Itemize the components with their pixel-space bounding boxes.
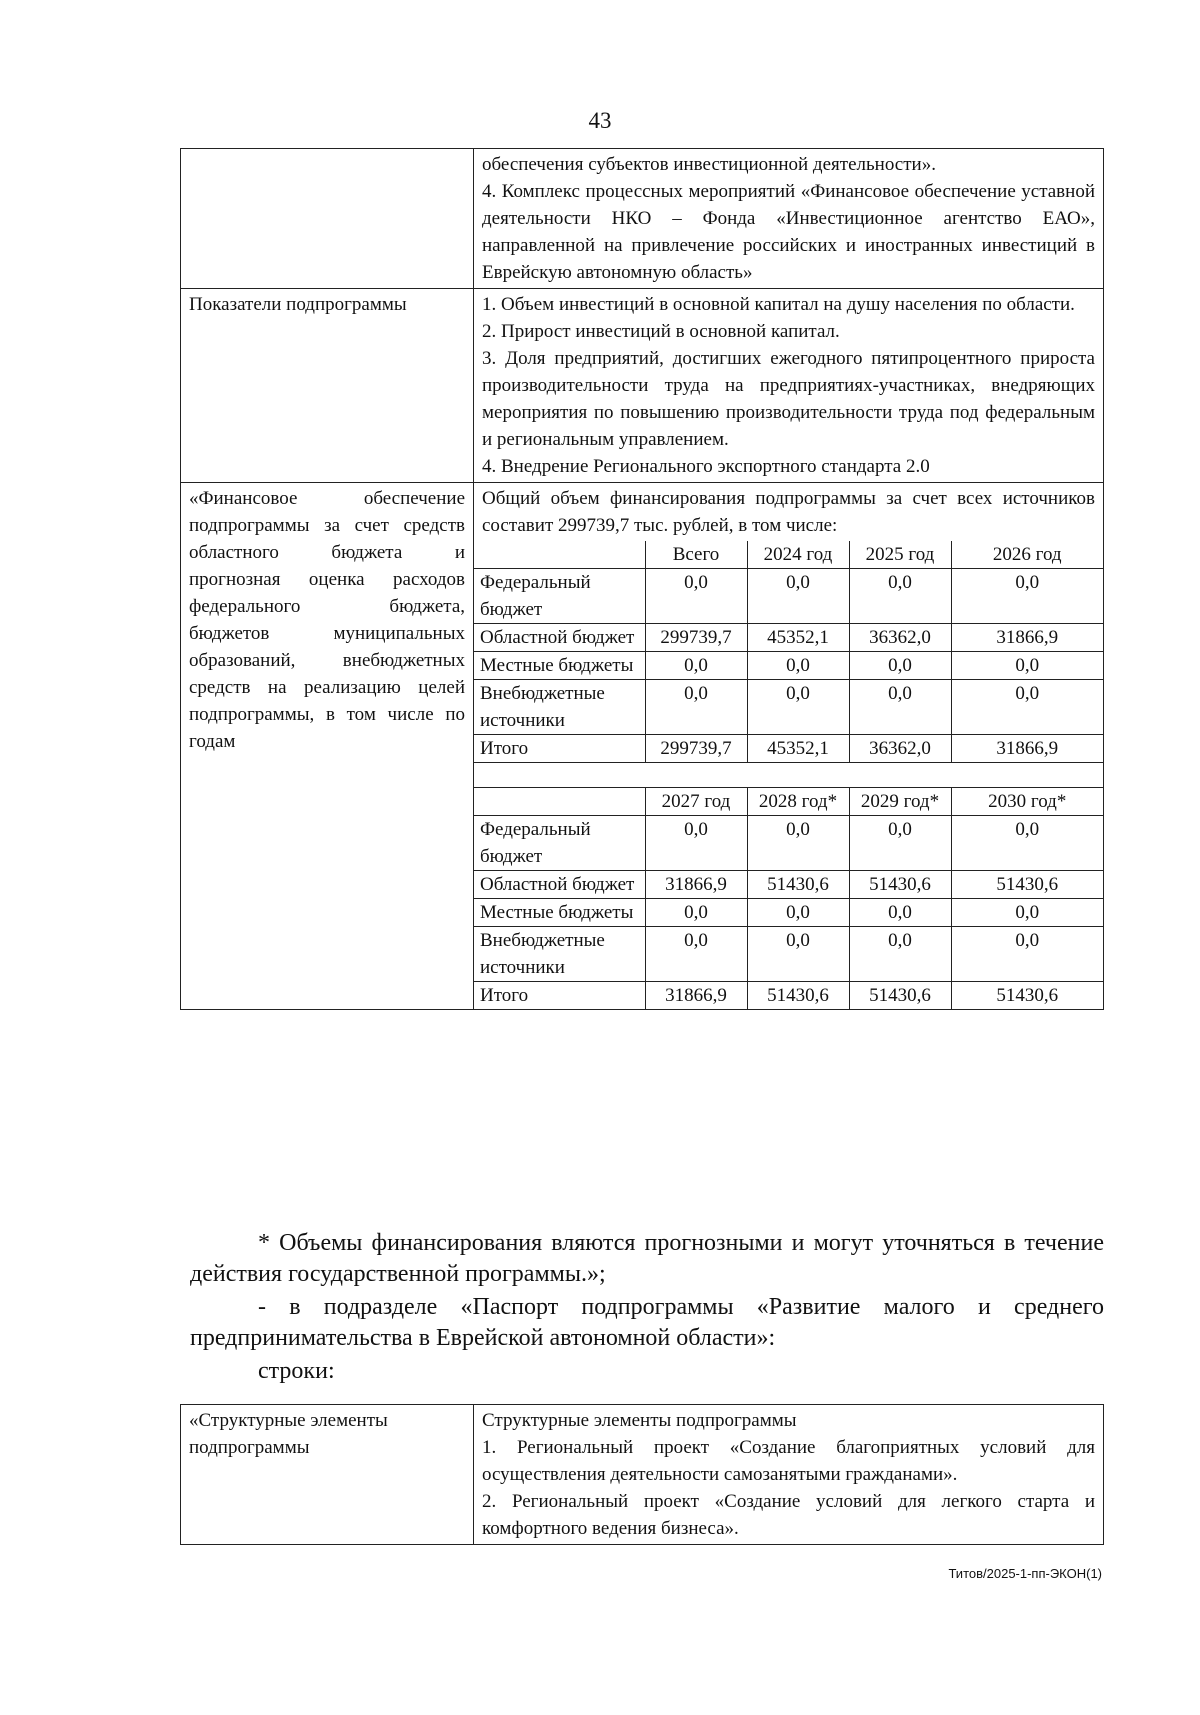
structure-table bbox=[180, 1404, 1104, 1545]
column-header: 2029 год* bbox=[849, 788, 951, 816]
finance-value: 0,0 bbox=[951, 652, 1103, 680]
finance-value: 36362,0 bbox=[849, 624, 951, 652]
finance-value: 0,0 bbox=[747, 927, 849, 982]
column-header bbox=[474, 541, 645, 569]
finance-value: 299739,7 bbox=[645, 624, 747, 652]
finance-value: 0,0 bbox=[849, 652, 951, 680]
text-line: обеспечения субъектов инвестиционной деятельности». bbox=[482, 154, 936, 175]
row-label bbox=[181, 149, 474, 289]
finance-value: 0,0 bbox=[645, 569, 747, 624]
row-content bbox=[474, 1405, 1104, 1545]
finance-value: 0,0 bbox=[849, 569, 951, 624]
finance-value: 299739,7 bbox=[645, 735, 747, 763]
finance-value: 0,0 bbox=[747, 680, 849, 735]
finance-row bbox=[474, 624, 1103, 652]
finance-value: 45352,1 bbox=[747, 624, 849, 652]
finance-value: 51430,6 bbox=[747, 871, 849, 899]
finance-value: 0,0 bbox=[645, 927, 747, 982]
table-row bbox=[181, 483, 1104, 1010]
finance-row bbox=[474, 816, 1103, 871]
indicators-list bbox=[474, 289, 1104, 483]
finance-source-label: Федеральный бюджет bbox=[474, 569, 645, 624]
column-header: 2027 год bbox=[645, 788, 747, 816]
table-row bbox=[181, 1405, 1104, 1545]
column-header: 2030 год* bbox=[951, 788, 1103, 816]
indicator-item: 2. Прирост инвестиций в основной капитал. bbox=[482, 321, 840, 342]
passport-table bbox=[180, 148, 1104, 1010]
row-label: «Структурные элементы подпрограммы bbox=[181, 1405, 474, 1545]
finance-source-label: Областной бюджет bbox=[474, 624, 645, 652]
text-line: Структурные элементы подпрограммы bbox=[482, 1410, 797, 1431]
finance-value: 0,0 bbox=[951, 680, 1103, 735]
finance-value: 45352,1 bbox=[747, 735, 849, 763]
finance-value: 0,0 bbox=[849, 899, 951, 927]
finance-value: 51430,6 bbox=[951, 982, 1103, 1010]
column-header: 2024 год bbox=[747, 541, 849, 569]
finance-table bbox=[474, 541, 1103, 1009]
row-content bbox=[474, 149, 1104, 289]
finance-value: 36362,0 bbox=[849, 735, 951, 763]
finance-value: 0,0 bbox=[951, 816, 1103, 871]
finance-source-label: Итого bbox=[474, 735, 645, 763]
finance-row bbox=[474, 927, 1103, 982]
column-header: Всего bbox=[645, 541, 747, 569]
finance-row bbox=[474, 680, 1103, 735]
column-header bbox=[474, 788, 645, 816]
finance-row bbox=[474, 735, 1103, 763]
finance-value: 31866,9 bbox=[951, 735, 1103, 763]
subsection-text: - в подразделе «Паспорт подпрограммы «Развитие малого и среднего предпринимательства в Еврейской автономной области»: bbox=[190, 1294, 1104, 1351]
spacer-row bbox=[474, 763, 1103, 788]
indicator-item: 1. Объем инвестиций в основной капитал на душу населения по области. bbox=[482, 294, 1075, 315]
finance-source-label: Итого bbox=[474, 982, 645, 1010]
row-label: Показатели подпрограммы bbox=[181, 289, 474, 483]
indicator-item: 3. Доля предприятий, достигших ежегодного пятипроцентного прироста производительности труда на предприятиях-участниках, внедряющих мероприятия по повышению производительности труда под федеральным и региональным управлением. bbox=[482, 348, 1095, 450]
finance-source-label: Местные бюджеты bbox=[474, 652, 645, 680]
finance-row bbox=[474, 899, 1103, 927]
finance-source-label: Федеральный бюджет bbox=[474, 816, 645, 871]
finance-value: 0,0 bbox=[849, 927, 951, 982]
finance-intro: Общий объем финансирования подпрограммы за счет всех источников составит 299739,7 тыс. рублей, в том числе: bbox=[482, 488, 1095, 536]
column-header: 2028 год* bbox=[747, 788, 849, 816]
finance-value: 0,0 bbox=[951, 569, 1103, 624]
row-label: «Финансовое обеспечение подпрограммы за счет средств областного бюджета и прогнозная оценка расходов федерального бюджета, бюджетов муниципальных образований, внебюджетных средств на реализацию целей подпрограммы, в том числе по годам bbox=[181, 483, 474, 1010]
finance-header-row bbox=[474, 541, 1103, 569]
finance-value: 51430,6 bbox=[951, 871, 1103, 899]
text-line: 1. Региональный проект «Создание благоприятных условий для осуществления деятельности самозанятыми гражданами». bbox=[482, 1437, 1095, 1485]
document-code: Титов/2025-1-пп-ЭКОН(1) bbox=[948, 1566, 1102, 1581]
finance-source-label: Внебюджетные источники bbox=[474, 927, 645, 982]
finance-source-label: Областной бюджет bbox=[474, 871, 645, 899]
finance-value: 31866,9 bbox=[645, 871, 747, 899]
finance-value: 0,0 bbox=[747, 899, 849, 927]
finance-row bbox=[474, 871, 1103, 899]
page-number: 43 bbox=[588, 108, 612, 133]
finance-header-row bbox=[474, 788, 1103, 816]
column-header: 2026 год bbox=[951, 541, 1103, 569]
rows-label: строки: bbox=[258, 1358, 335, 1384]
finance-value: 0,0 bbox=[645, 680, 747, 735]
column-header: 2025 год bbox=[849, 541, 951, 569]
finance-value: 0,0 bbox=[747, 816, 849, 871]
finance-value: 0,0 bbox=[951, 899, 1103, 927]
text-line: 4. Комплекс процессных мероприятий «Финансовое обеспечение уставной деятельности НКО – Фонда «Инвестиционное агентство ЕАО», направленной на привлечение российских и иностранных инвестиций в Еврейскую автономную область» bbox=[482, 181, 1095, 283]
finance-source-label: Местные бюджеты bbox=[474, 899, 645, 927]
finance-value: 0,0 bbox=[747, 569, 849, 624]
finance-value: 51430,6 bbox=[849, 871, 951, 899]
finance-value: 31866,9 bbox=[645, 982, 747, 1010]
finance-value: 0,0 bbox=[645, 899, 747, 927]
indicator-item: 4. Внедрение Регионального экспортного стандарта 2.0 bbox=[482, 456, 930, 477]
footnote: * Объемы финансирования вляются прогнозными и могут уточняться в течение действия государственной программы.»; bbox=[190, 1230, 1104, 1287]
finance-row bbox=[474, 569, 1103, 624]
finance-value: 31866,9 bbox=[951, 624, 1103, 652]
finance-cell bbox=[474, 483, 1104, 1010]
table-row bbox=[181, 149, 1104, 289]
finance-value: 0,0 bbox=[849, 680, 951, 735]
finance-value: 0,0 bbox=[849, 816, 951, 871]
finance-value: 0,0 bbox=[645, 652, 747, 680]
finance-value: 0,0 bbox=[951, 927, 1103, 982]
table-row bbox=[181, 289, 1104, 483]
finance-value: 0,0 bbox=[645, 816, 747, 871]
spacer-cell bbox=[474, 763, 1103, 788]
finance-value: 0,0 bbox=[747, 652, 849, 680]
finance-value: 51430,6 bbox=[747, 982, 849, 1010]
finance-row bbox=[474, 652, 1103, 680]
finance-value: 51430,6 bbox=[849, 982, 951, 1010]
text-line: 2. Региональный проект «Создание условий для легкого старта и комфортного ведения бизнеса». bbox=[482, 1491, 1095, 1539]
finance-source-label: Внебюджетные источники bbox=[474, 680, 645, 735]
finance-row bbox=[474, 982, 1103, 1010]
